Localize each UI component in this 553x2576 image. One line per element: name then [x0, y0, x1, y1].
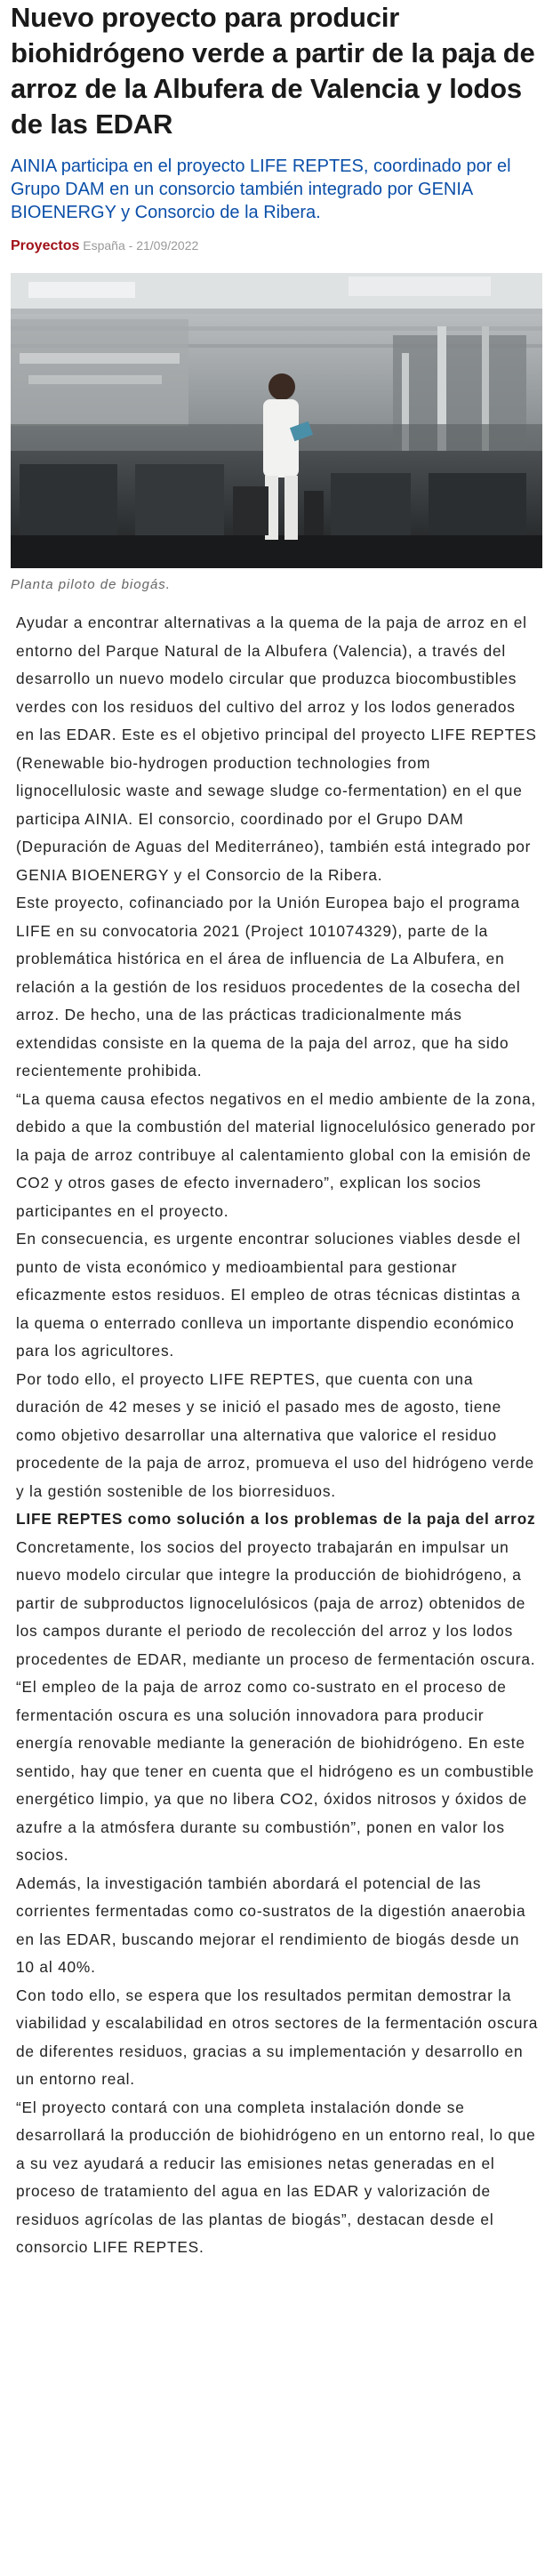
paragraph: Con todo ello, se espera que los resultados permitan demostrar la viabilidad y escalabilidad en otros sectores de la fermentación oscura de diferentes residuos, gracias a su implementación y desarrollo en un entorno real. [16, 1986, 539, 2088]
paragraph: Concretamente, los socios del proyecto trabajarán en impulsar un nuevo modelo circular que integre la producción de biohidrógeno, a partir de subproductos lignocelulósicos (paja de arroz) obtenidos de los campos durante el periodo de recolección del arroz y los lodos procedentes de EDAR, mediante un proceso de fermentación oscura. [16, 1537, 536, 1668]
section-heading: LIFE REPTES como solución a los problemas de la paja del arroz [16, 1510, 536, 1528]
paragraph: Además, la investigación también abordará el potencial de las corrientes fermentadas como co-sustratos de la digestión anaerobia en las EDAR, buscando mejorar el rendimiento de biogás desde un 10 al 40%. [16, 1874, 526, 1976]
paragraph: Por todo ello, el proyecto LIFE REPTES, que cuenta con una duración de 42 meses y se inició el pasado mes de agosto, tiene como objetivo desarrollar una alternativa que valorice el residuo procedente de la paja de arroz, promueva el uso del hidrógeno verde y la gestión sostenible de los biorresiduos. [16, 1369, 534, 1500]
article-body [11, 609, 542, 2262]
category-link[interactable]: Proyectos [11, 238, 80, 253]
paragraph: “La quema causa efectos negativos en el medio ambiente de la zona, debido a que la combustión del material lignocelulósico generado por la paja de arroz contribuye al calentamiento global con la emisión de CO2 y otros gases de efecto invernadero”, explican los socios participantes en el proyecto. [16, 1089, 537, 1220]
paragraph: Este proyecto, cofinanciado por la Unión Europea bajo el programa LIFE en su convocatoria 2021 (Project 101074329), parte de la problemática histórica en el área de influencia de La Albufera, en relación a la gestión de los residuos procedentes de la cosecha del arroz. De hecho, una de las prácticas tradicionalmente más extendidas consiste en la quema de la paja del arroz, que ha sido recientemente prohibida. [16, 894, 521, 1079]
paragraph: “El proyecto contará con una completa instalación donde se desarrollará la producción de biohidrógeno en un entorno real, lo que a su vez ayudará a reducir las emisiones netas generadas en el proceso de tratamiento del agua en las EDAR y valorización de residuos agrícolas de las plantas de biogás”, destacan desde el consorcio LIFE REPTES. [16, 2098, 536, 2256]
article-meta [11, 237, 542, 255]
article-photo [11, 273, 542, 568]
paragraph: En consecuencia, es urgente encontrar soluciones viables desde el punto de vista económico y medioambiental para gestionar eficazmente estos residuos. El empleo de otras técnicas distintas a la quema o enterrado conlleva un importante dispendio económico para los agricultores. [16, 1230, 521, 1360]
image-caption: Planta piloto de biogás. [11, 577, 171, 592]
paragraph: Ayudar a encontrar alternativas a la quema de la paja de arroz en el entorno del Parque Natural de la Albufera (Valencia), a través del desarrollo un nuevo modelo circular que produzca biocombustibles verdes con los residuos del cultivo del arroz y los lodos generados en las EDAR. Este es el objetivo principal del proyecto LIFE REPTES (Renewable bio-hydrogen production technologies from lignocellulosic waste and sewage sludge co-fermentation) en el que participa AINIA. El consorcio, coordinado por el Grupo DAM (Depuración de Aguas del Mediterráneo), también está integrado por GENIA BIOENERGY y el Consorcio de la Ribera. [16, 614, 537, 884]
article-location: España [83, 238, 125, 253]
paragraph: “El empleo de la paja de arroz como co-sustrato en el proceso de fermentación oscura es una solución innovadora para producir energía renovable mediante la generación de biohidrógeno. En este sentido, hay que tener en cuenta que el hidrógeno es un combustible energético limpio, ya que no libera CO2, óxidos nitrosos y óxidos de azufre a la atmósfera durante su combustión”, ponen en valor los socios. [16, 1678, 534, 1864]
meta-separator: - [128, 238, 137, 253]
article-date: 21/09/2022 [136, 238, 199, 253]
article-subtitle: AINIA participa en el proyecto LIFE REPTES, coordinado por el Grupo DAM en un consorcio también integrado por GENIA BIOENERGY y Consorcio de la Ribera. [11, 156, 511, 222]
article-title: Nuevo proyecto para producir biohidrógeno verde a partir de la paja de arroz de la Albufera de Valencia y lodos de las EDAR [11, 2, 535, 140]
